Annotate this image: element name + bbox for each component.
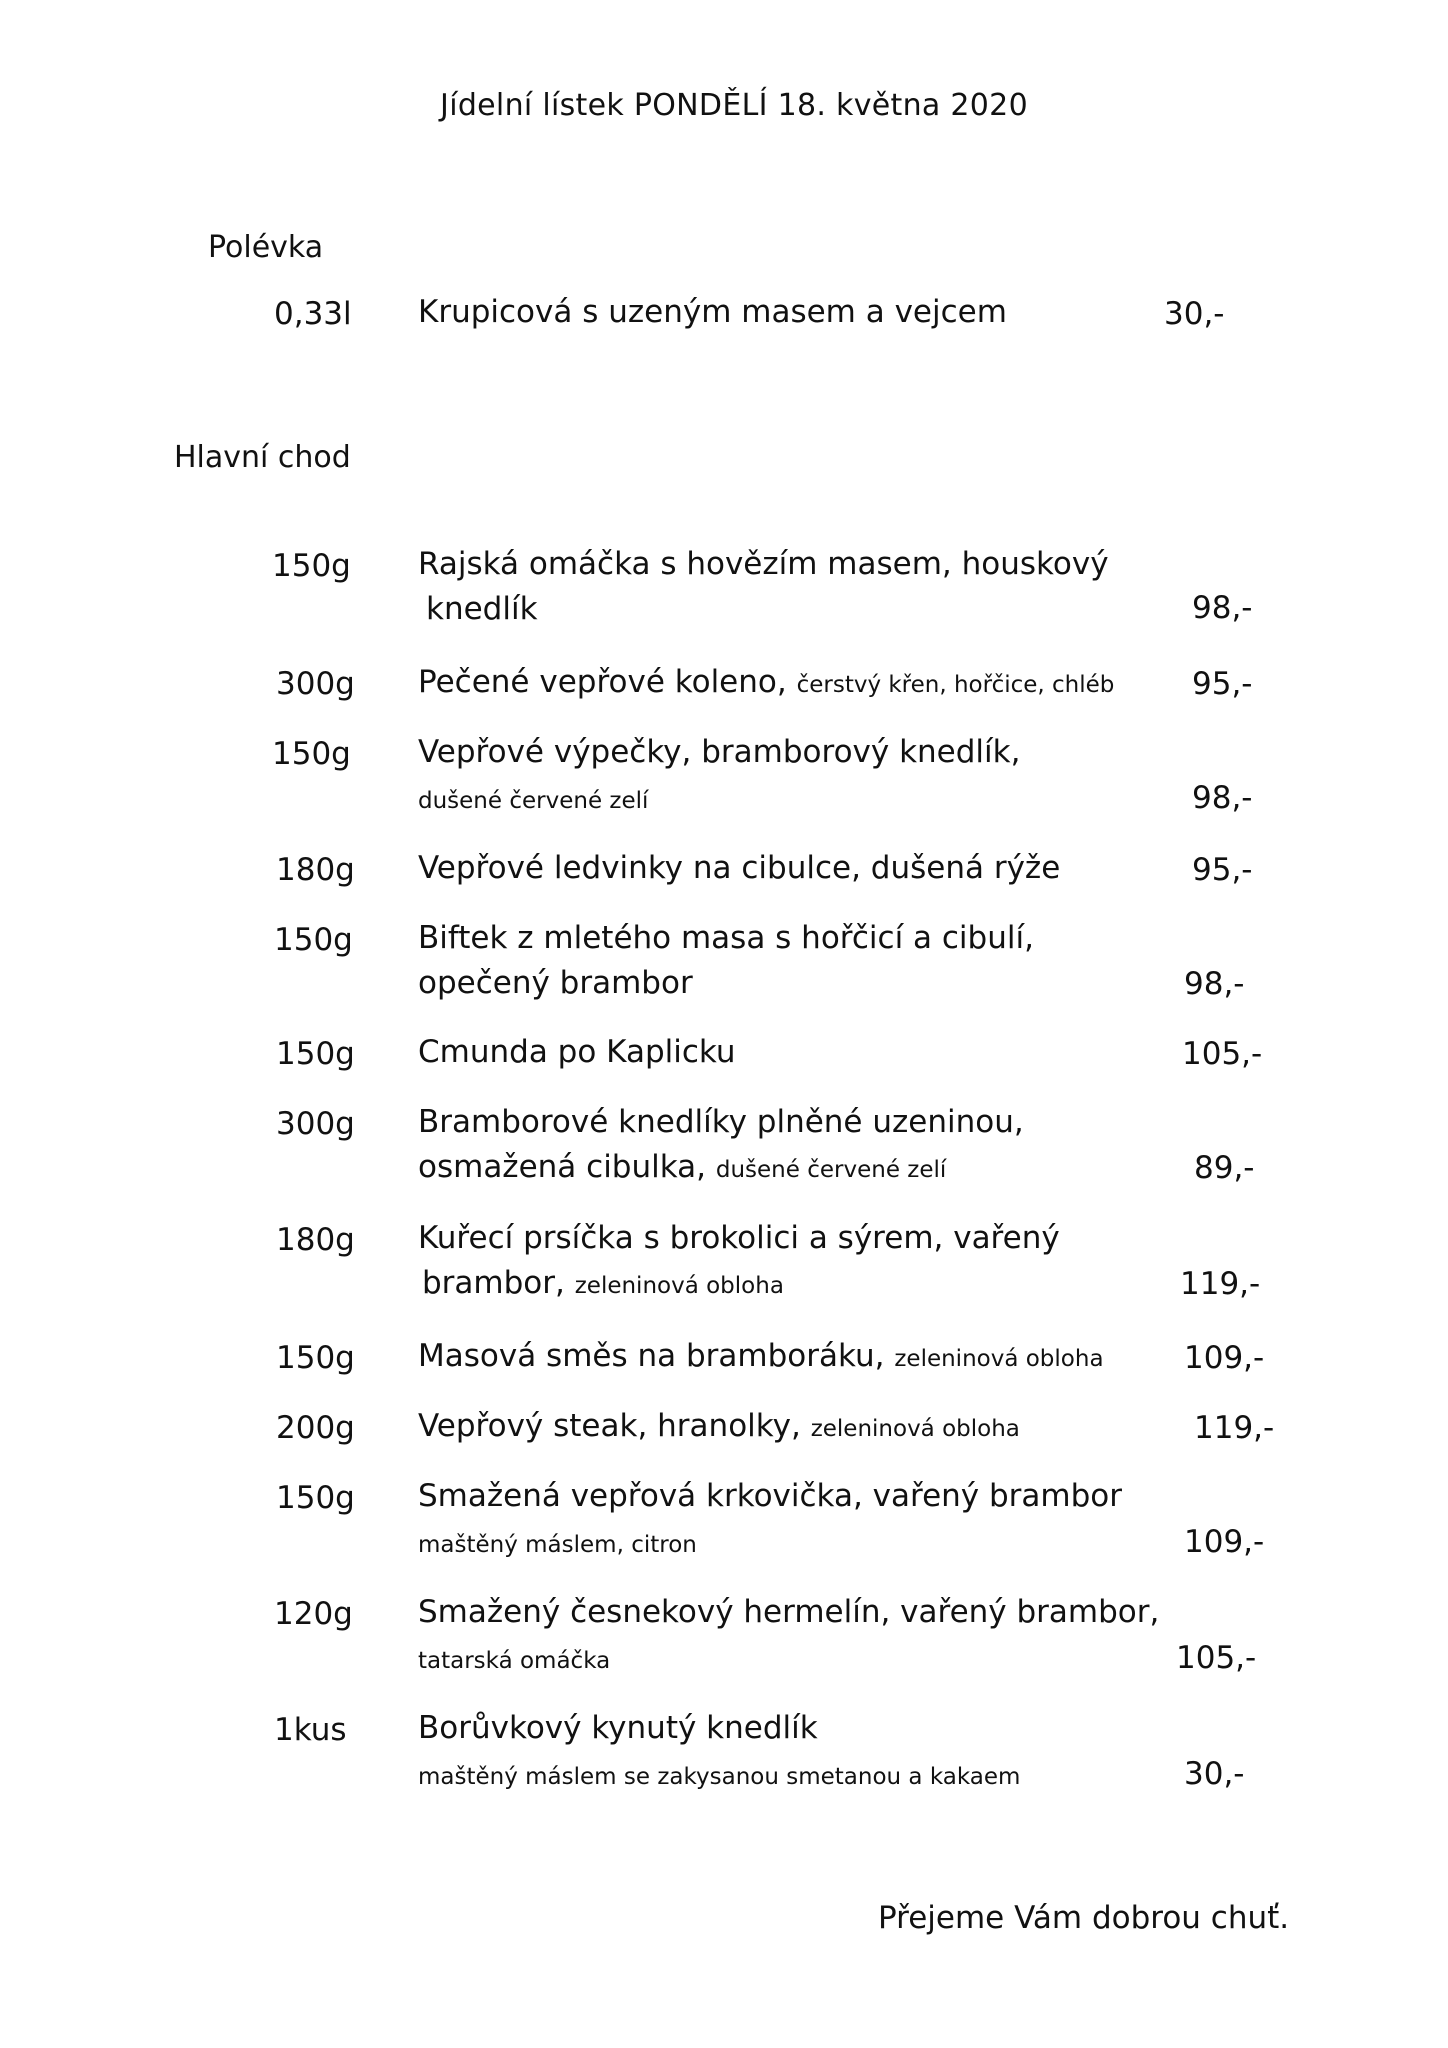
item-name [418,730,1178,824]
item-name-line1: Smažená vepřová krkovička, vařený brambor [418,1478,1122,1514]
item-name-line2: osmažená cibulka, [418,1149,716,1185]
main-course-heading: Hlavní chod [174,440,351,475]
menu-title: Jídelní lístek PONDĚLÍ 18. května 2020 [440,88,1028,123]
item-name [418,916,1178,1006]
item-name-line2: knedlík [426,591,538,627]
item-price: 105,- [1176,1640,1257,1676]
item-quantity: 150g [276,1480,355,1516]
item-name-line1: Biftek z mletého masa s hořčicí a cibulí, [418,920,1034,956]
item-price: 95,- [1192,666,1253,702]
item-name [418,1334,1178,1382]
item-name-detail: čerstvý křen, hořčice, chléb [796,672,1115,698]
item-quantity: 300g [276,1106,355,1142]
soup-heading: Polévka [208,230,324,265]
item-price: 109,- [1184,1340,1265,1376]
item-name [418,1100,1178,1193]
item-name [418,846,1178,891]
item-quantity: 180g [276,852,355,888]
item-name [418,660,1178,708]
item-name-detail: zeleninová obloha [894,1346,1104,1372]
item-price: 109,- [1184,1524,1265,1560]
item-name [418,1216,1178,1309]
item-quantity: 300g [276,666,355,702]
item-name [418,1404,1178,1452]
item-quantity: 1kus [274,1712,347,1748]
item-name-detail: dušené červené zelí [418,788,649,814]
item-name-line2-wrap [418,1261,1178,1309]
item-name [418,1590,1178,1684]
item-name [418,1706,1178,1800]
item-name-line1: Cmunda po Kaplicku [418,1034,736,1070]
item-price: 105,- [1182,1036,1263,1072]
item-name-line2: opečený brambor [418,965,693,1001]
item-price: 98,- [1184,966,1245,1002]
item-quantity: 150g [272,548,351,584]
item-price: 30,- [1184,1756,1245,1792]
item-name-detail: zeleninová obloha [810,1416,1020,1442]
item-name-line1: Smažený česnekový hermelín, vařený brambor, [418,1594,1160,1630]
item-name-line1: Borůvkový kynutý knedlík [418,1710,818,1746]
item-quantity: 200g [276,1410,355,1446]
item-quantity: 0,33l [274,296,352,332]
item-name-detail: tatarská omáčka [418,1648,611,1674]
item-name-line1: Vepřové výpečky, bramborový knedlík, [418,734,1021,770]
item-name-line1: Bramborové knedlíky plněné uzeninou, [418,1104,1024,1140]
item-name-line2: brambor, [422,1265,575,1301]
item-price: 98,- [1192,780,1253,816]
item-name-line1: Kuřecí prsíčka s brokolici a sýrem, vařený [418,1220,1060,1256]
item-price: 98,- [1192,590,1253,626]
item-name-line1: Vepřové ledvinky na cibulce, dušená rýže [418,850,1061,886]
item-quantity: 150g [272,736,351,772]
item-quantity: 120g [274,1596,353,1632]
item-name-detail: dušené červené zelí [715,1157,947,1183]
item-price: 30,- [1164,296,1225,332]
item-price: 95,- [1192,852,1253,888]
closing-greeting: Přejeme Vám dobrou chuť. [878,1900,1290,1936]
item-price: 119,- [1180,1266,1261,1302]
item-quantity: 180g [276,1222,355,1258]
item-name [418,1474,1178,1568]
item-name-line1: Rajská omáčka s hovězím masem, houskový [418,546,1109,582]
item-name-line1: Masová směs na bramboráku, [418,1338,895,1374]
item-name-detail: maštěný máslem se zakysanou smetanou a kakaem [418,1764,1021,1790]
item-name-line1: Vepřový steak, hranolky, [418,1408,811,1444]
item-name-line2-wrap [418,1145,1178,1193]
item-price: 89,- [1194,1150,1255,1186]
item-name [418,290,1178,335]
item-name [418,1030,1178,1075]
item-name-line1: Pečené vepřové koleno, [418,664,797,700]
item-quantity: 150g [276,1036,355,1072]
item-price: 119,- [1194,1410,1275,1446]
item-quantity: 150g [276,1340,355,1376]
item-name [418,542,1178,632]
item-name-detail: zeleninová obloha [574,1273,784,1299]
item-quantity: 150g [274,922,353,958]
item-name-detail: maštěný máslem, citron [418,1532,697,1558]
item-name-line1: Krupicová s uzeným masem a vejcem [418,294,1007,330]
